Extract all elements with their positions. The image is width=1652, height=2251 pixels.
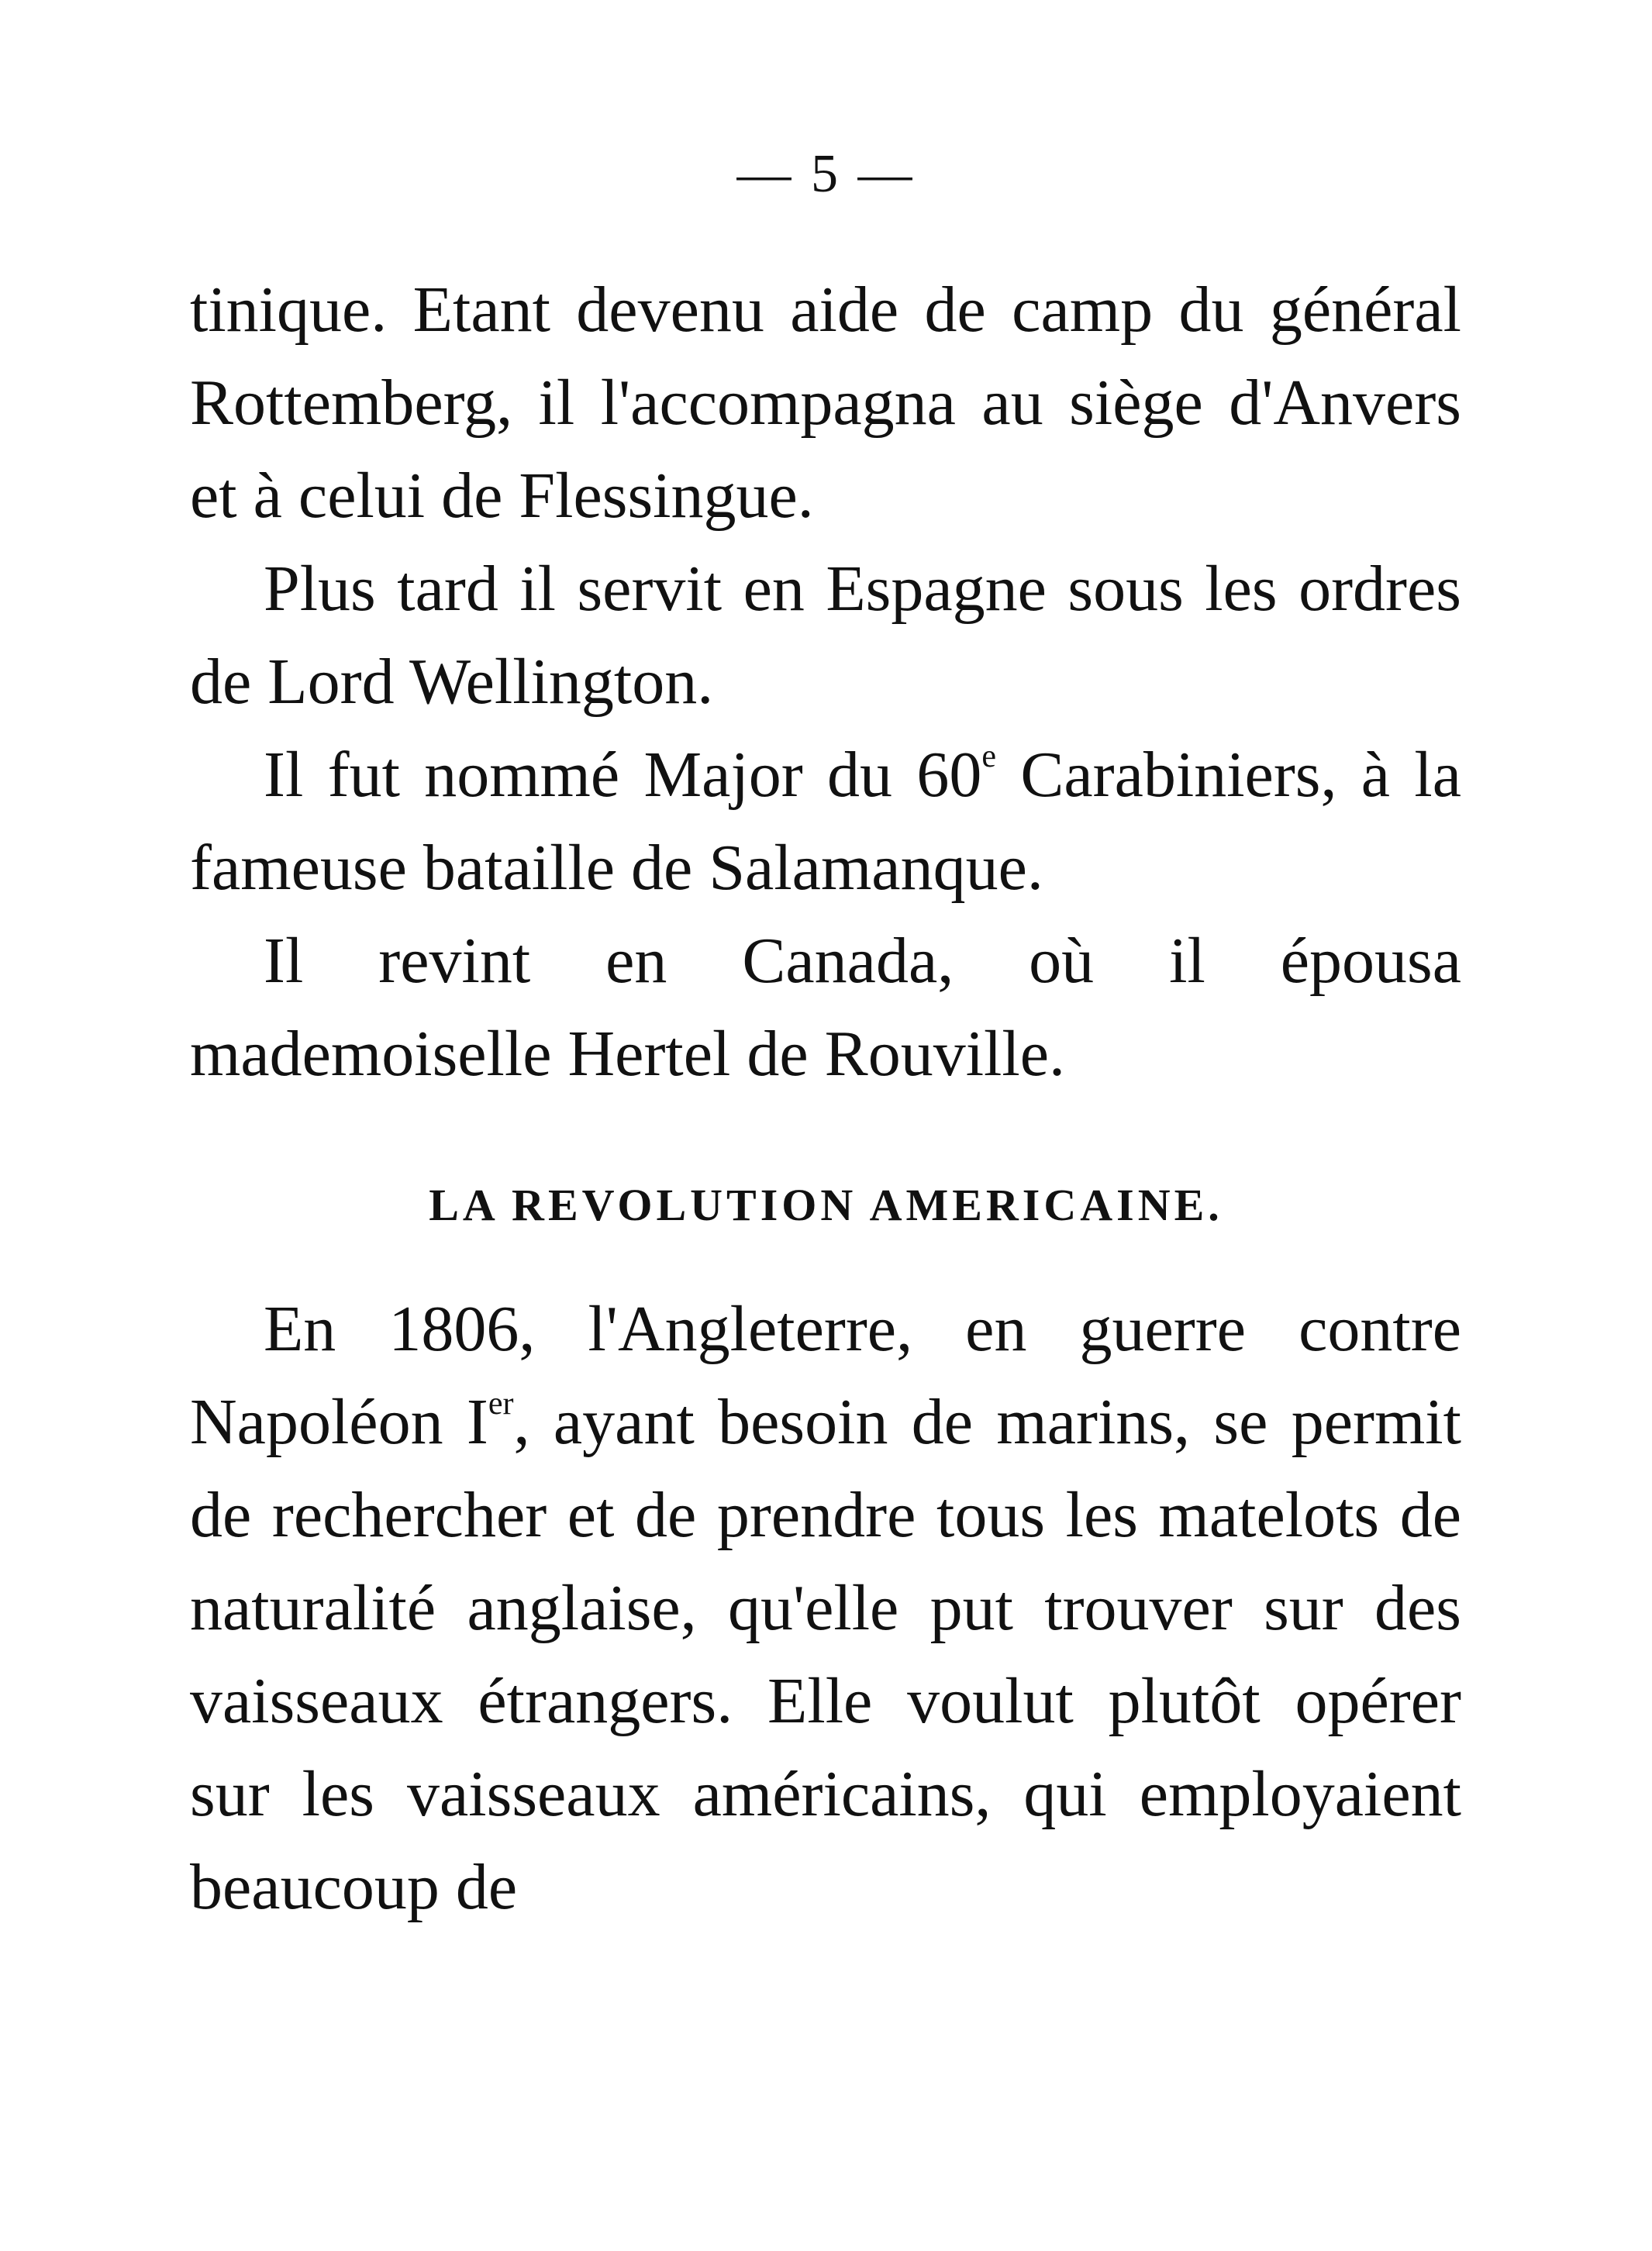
text-block-before-heading [190, 264, 1461, 1101]
paragraph-3-text-b: Carabiniers, à la fameuse bataille de Salamanque. [190, 739, 1461, 904]
paragraph-5-superscript: er [488, 1386, 514, 1422]
paragraph-2: Plus tard il servit en Espagne sous les ordres de Lord Wellington. [190, 553, 1461, 718]
paragraph-5 [190, 1283, 1461, 1934]
paragraph-3-text-a: Il fut nommé Major du 60 [264, 739, 982, 811]
paragraph-1: tinique. Etant devenu aide de camp du général Rottemberg, il l'accompagna au siège d'Anvers et à celui de Flessingue. [190, 274, 1461, 532]
paragraph-3 [190, 729, 1461, 915]
page-number: — 5 — [736, 144, 916, 204]
paragraph-4: Il revint en Canada, où il épousa mademoiselle Hertel de Rouville. [190, 925, 1461, 1090]
section-heading: LA REVOLUTION AMERICAINE. [429, 1180, 1223, 1230]
paragraph-5-text-b: , ayant besoin de marins, se permit de rechercher et de prendre tous les matelots de naturalité anglaise, qu'elle put trouver sur des vaisseaux étrangers. Elle voulut plutôt opérer sur les vaisseaux américains, qui employaient beaucoup de [190, 1386, 1461, 1923]
paragraph-5-text-a: En 1806, l'Angleterre, en guerre contre Napoléon I [190, 1293, 1461, 1458]
paragraph-3-superscript: e [981, 739, 997, 775]
text-block-after-heading [190, 1283, 1461, 1934]
